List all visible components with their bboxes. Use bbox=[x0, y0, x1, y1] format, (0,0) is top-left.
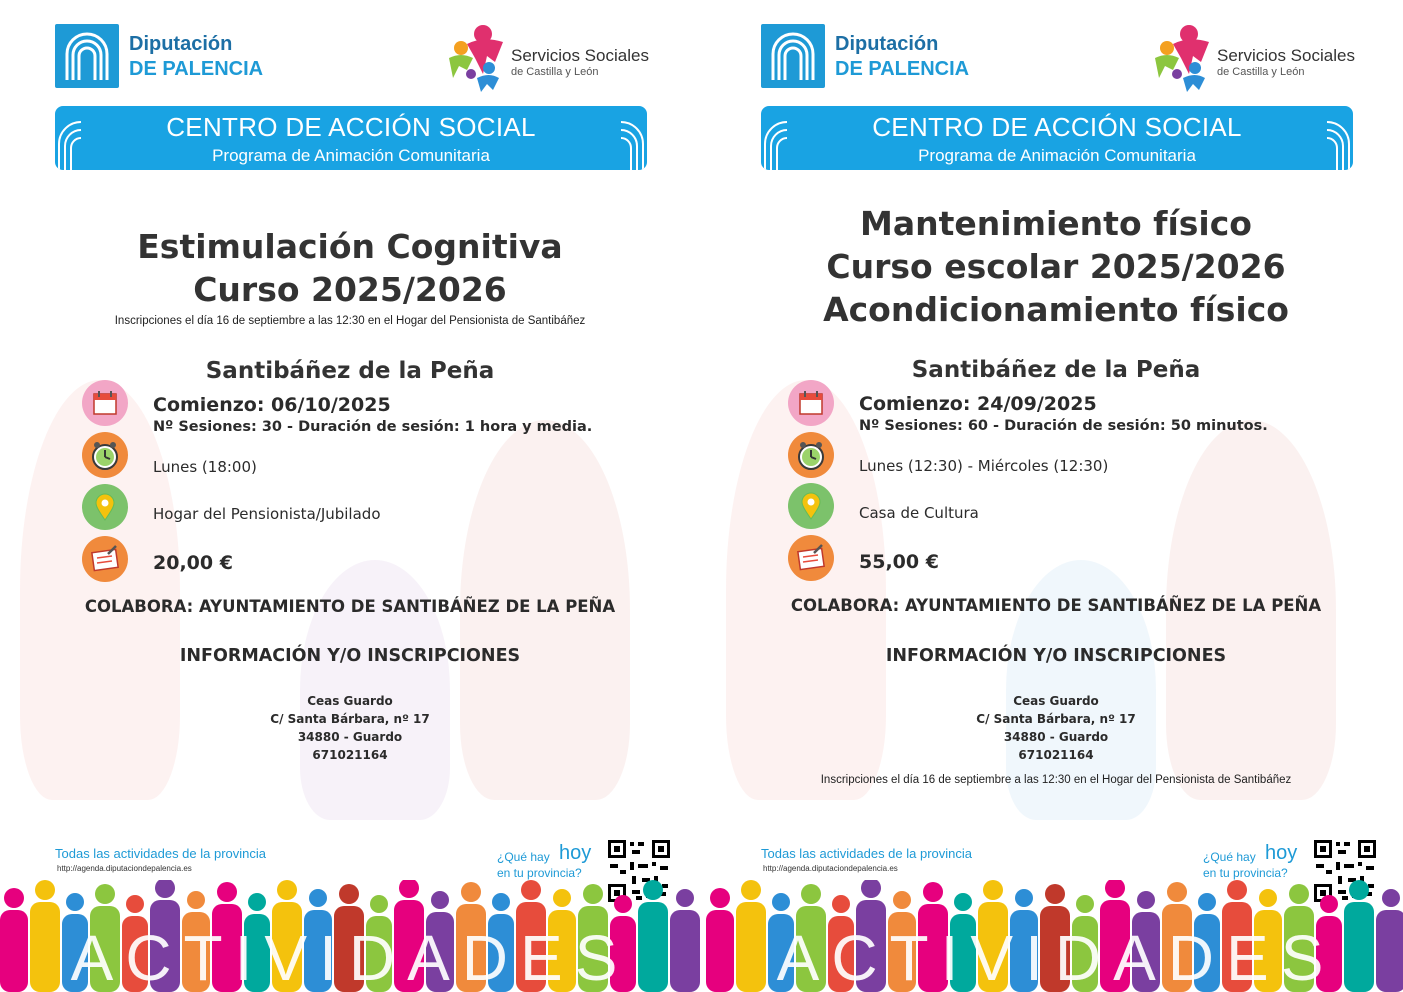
start-date: Comienzo: 06/10/2025 bbox=[153, 394, 391, 416]
all-activities-text: Todas las actividades de la provincia bbox=[761, 846, 973, 861]
sessions-info: Nº Sesiones: 30 - Duración de sesión: 1 hora y media. bbox=[153, 419, 593, 435]
en-tu-provincia-text: en tu provincia? bbox=[1203, 866, 1288, 880]
actividades-wordmark: ACTIVIDADES bbox=[776, 922, 1336, 992]
servicios-sociales-region: de Castilla y León bbox=[1217, 66, 1305, 78]
hoy-text: hoy bbox=[559, 842, 592, 864]
en-tu-provincia-text: en tu provincia? bbox=[497, 866, 582, 880]
all-activities-text: Todas las actividades de la provincia bbox=[55, 846, 267, 861]
diputacion-province: DE PALENCIA bbox=[129, 58, 264, 80]
inscription-note: Inscripciones el día 16 de septiembre a las 12:30 en el Hogar del Pensionista de Santibáñez bbox=[820, 774, 1292, 786]
venue: Casa de Cultura bbox=[859, 504, 979, 522]
notepad-price-icon bbox=[82, 536, 128, 582]
price: 20,00 € bbox=[153, 552, 233, 574]
agenda-url[interactable]: http://agenda.diputaciondepalencia.es bbox=[57, 864, 192, 873]
venue: Hogar del Pensionista/Jubilado bbox=[153, 505, 381, 523]
location-pin-icon bbox=[82, 484, 128, 530]
schedule: Lunes (12:30) - Miércoles (12:30) bbox=[859, 457, 1109, 475]
poster-estimulacion-cognitiva bbox=[0, 0, 700, 992]
contact-address bbox=[706, 692, 1403, 764]
contact-address bbox=[0, 692, 700, 764]
clock-icon bbox=[82, 432, 128, 478]
sessions-info: Nº Sesiones: 60 - Duración de sesión: 50 minutos. bbox=[859, 418, 1268, 434]
address-street: C/ Santa Bárbara, nº 17 bbox=[976, 712, 1136, 726]
activity-title bbox=[716, 202, 1396, 331]
town-name: Santibáñez de la Peña bbox=[911, 357, 1201, 383]
colabora-ayuntamiento: COLABORA: AYUNTAMIENTO DE SANTIBÁÑEZ DE LA PEÑA bbox=[84, 597, 616, 616]
title-line-2: Curso escolar 2025/2026 bbox=[826, 247, 1286, 286]
title-line-1: Estimulación Cognitiva bbox=[137, 227, 563, 266]
servicios-sociales-logo-icon bbox=[437, 22, 511, 94]
banner-subtitle: Programa de Animación Comunitaria bbox=[918, 146, 1196, 165]
centro-accion-social-banner bbox=[55, 106, 647, 170]
price: 55,00 € bbox=[859, 551, 939, 573]
address-office: Ceas Guardo bbox=[307, 694, 393, 708]
servicios-sociales-name: Servicios Sociales bbox=[511, 46, 649, 65]
diputacion-logo bbox=[761, 24, 825, 88]
info-heading: INFORMACIÓN Y/O INSCRIPCIONES bbox=[885, 646, 1227, 666]
banner-title: CENTRO DE ACCIÓN SOCIAL bbox=[166, 112, 536, 142]
title-line-1: Mantenimiento físico bbox=[860, 204, 1252, 243]
address-city: 34880 - Guardo bbox=[1003, 730, 1109, 744]
que-hay-text: ¿Qué hay bbox=[497, 850, 550, 864]
diputacion-name: Diputación bbox=[835, 33, 939, 55]
address-city: 34880 - Guardo bbox=[297, 730, 403, 744]
que-hay-text: ¿Qué hay bbox=[1203, 850, 1256, 864]
diputacion-logo bbox=[55, 24, 119, 88]
notepad-price-icon bbox=[788, 535, 834, 581]
hoy-text: hoy bbox=[1265, 842, 1298, 864]
phone-number: 671021164 bbox=[1018, 748, 1094, 762]
activity-title bbox=[10, 225, 690, 311]
calendar-icon bbox=[788, 380, 834, 426]
clock-icon bbox=[788, 432, 834, 478]
calendar-icon bbox=[82, 380, 128, 426]
title-line-3: Acondicionamiento físico bbox=[823, 290, 1289, 329]
banner-subtitle: Programa de Animación Comunitaria bbox=[212, 146, 490, 165]
banner-title: CENTRO DE ACCIÓN SOCIAL bbox=[872, 112, 1242, 142]
actividades-wordmark: ACTIVIDADES bbox=[70, 922, 630, 992]
address-street: C/ Santa Bárbara, nº 17 bbox=[270, 712, 430, 726]
servicios-sociales-region: de Castilla y León bbox=[511, 66, 599, 78]
info-heading: INFORMACIÓN Y/O INSCRIPCIONES bbox=[179, 646, 521, 666]
agenda-url[interactable]: http://agenda.diputaciondepalencia.es bbox=[763, 864, 898, 873]
town-name: Santibáñez de la Peña bbox=[205, 358, 495, 384]
phone-number: 671021164 bbox=[312, 748, 388, 762]
start-date: Comienzo: 24/09/2025 bbox=[859, 393, 1097, 415]
diputacion-name: Diputación bbox=[129, 33, 233, 55]
inscription-note: Inscripciones el día 16 de septiembre a las 12:30 en el Hogar del Pensionista de Santibáñez bbox=[114, 315, 586, 327]
schedule: Lunes (18:00) bbox=[153, 458, 257, 476]
diputacion-province: DE PALENCIA bbox=[835, 58, 970, 80]
address-office: Ceas Guardo bbox=[1013, 694, 1099, 708]
colabora-ayuntamiento: COLABORA: AYUNTAMIENTO DE SANTIBÁÑEZ DE LA PEÑA bbox=[790, 596, 1322, 615]
location-pin-icon bbox=[788, 483, 834, 529]
servicios-sociales-name: Servicios Sociales bbox=[1217, 46, 1355, 65]
centro-accion-social-banner bbox=[761, 106, 1353, 170]
servicios-sociales-logo-icon bbox=[1143, 22, 1217, 94]
poster-mantenimiento-fisico bbox=[706, 0, 1403, 992]
title-line-2: Curso 2025/2026 bbox=[193, 270, 507, 309]
